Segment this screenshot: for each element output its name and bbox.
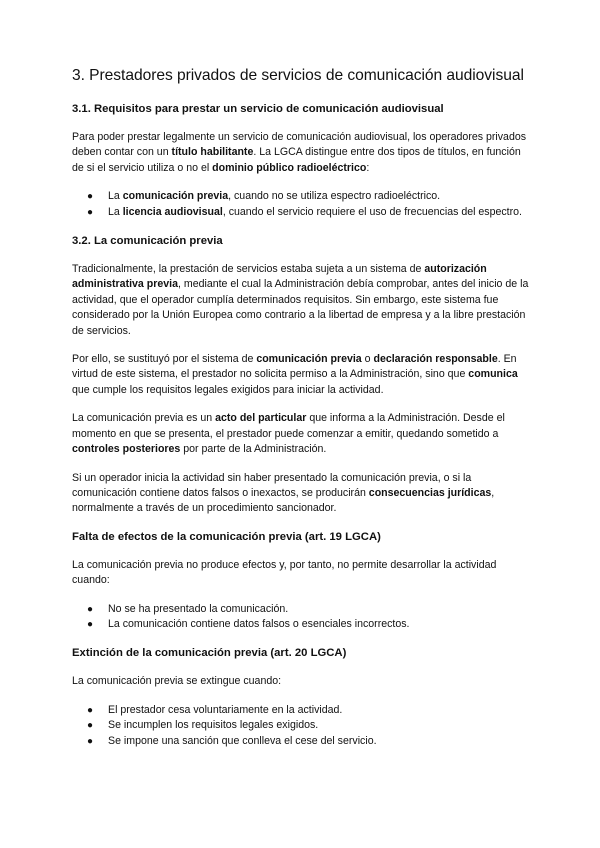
text-run: , mediante el cual la Administración debía comprobar, antes del inicio de la actividad, que el operador cumplía determinados requisitos. Sin embargo, este sistema fue considerado por la Unión Europea como contrario a la libertad de empresa y a la libre prestación de servicios. [72,278,529,337]
list-item [72,205,534,220]
bullet-icon: ● [87,704,94,716]
paragraph [72,471,534,517]
paragraph [72,130,534,176]
text-run: que cumple los requisitos legales exigidos para iniciar la actividad. [72,383,384,396]
text-run: La [108,190,123,203]
bold-text: comunicación previa [122,190,229,203]
bold-text: declaración responsable [373,353,498,366]
text-run: Se impone una sanción que conlleva el cese del servicio. [108,734,377,747]
bold-text: título habilitante [171,146,254,159]
text-run: Si un operador inicia la actividad sin haber presentado la comunicación previa, o si la comunicación contiene datos falsos o inexactos, se producirán [72,471,472,499]
text-run: La comunicación previa es un [72,412,216,425]
text-run: , normalmente a través de un procedimiento sancionador. [72,486,495,515]
paragraph: La comunicación previa se extingue cuando: [72,675,282,688]
bullet-list [72,189,534,220]
section-heading-art-20: Extinción de la comunicación previa (art. 20 LGCA) [72,647,347,660]
bold-text: comunica [468,368,518,381]
text-run: Para poder prestar legalmente un servicio de comunicación audiovisual, los operadores privados deben contar con un [72,131,527,159]
section-heading-3-2: 3.2. La comunicación previa [72,235,223,248]
text-run: . En virtud de este sistema, el prestador no solicita permiso a la Administración, sino que [72,353,517,381]
section-heading-art-19: Falta de efectos de la comunicación previa (art. 19 LGCA) [72,530,381,543]
paragraph [72,262,534,339]
bold-text: autorización administrativa previa [72,263,487,291]
paragraph [72,411,534,457]
text-run: La [108,205,123,218]
bullet-icon: ● [87,735,94,747]
bold-text: acto del particular [215,412,307,425]
section-heading-3-1: 3.1. Requisitos para prestar un servicio de comunicación audiovisual [72,103,444,115]
text-run: . La LGCA distingue entre dos tipos de títulos, en función de si el servicio utiliza o no el [72,146,521,174]
text-run: Tradicionalmente, la prestación de servicios estaba sujeta a un sistema de [72,263,425,276]
bullet-icon: ● [87,720,94,732]
bold-text: comunicación previa [256,353,362,366]
bullet-icon: ● [87,191,94,203]
text-run: La comunicación contiene datos falsos o esenciales incorrectos. [108,617,410,630]
bullet-list [72,602,534,633]
bold-text: licencia audiovisual [122,205,223,218]
text-run: : [366,161,370,174]
paragraph [72,352,534,398]
text-run: No se ha presentado la comunicación. [108,602,289,615]
list-item [72,617,534,632]
text-run: que informa a la Administración. Desde el momento en que se presenta, el prestador puede comenzar a emitir, quedando sometido a [72,412,505,440]
bullet-icon: ● [87,206,94,218]
bullet-list [72,703,534,749]
bullet-icon: ● [87,603,94,615]
text-run: , cuando no se utiliza espectro radioeléctrico. [228,190,441,203]
list-item [72,734,534,749]
text-run: Se incumplen los requisitos legales exigidos. [108,719,319,732]
list-item [72,703,534,718]
text-run: o [361,353,374,366]
bullet-icon: ● [87,618,94,630]
text-run: Por ello, se sustituyó por el sistema de [72,353,257,366]
page-title: 3. Prestadores privados de servicios de comunicación audiovisual [72,67,524,84]
paragraph: La comunicación previa no produce efectos y, por tanto, no permite desarrollar la actividad cuando: [72,558,497,587]
list-item [72,602,534,617]
text-run: El prestador cesa voluntariamente en la actividad. [108,703,343,716]
bold-text: controles posteriores [72,443,181,456]
bold-text: dominio público radioeléctrico [212,161,367,174]
text-run: , cuando el servicio requiere el uso de frecuencias del espectro. [222,205,522,218]
bold-text: consecuencias jurídicas [368,486,492,499]
list-item [72,189,534,204]
text-run: por parte de la Administración. [180,443,327,456]
list-item [72,718,534,733]
document-page [72,66,534,763]
